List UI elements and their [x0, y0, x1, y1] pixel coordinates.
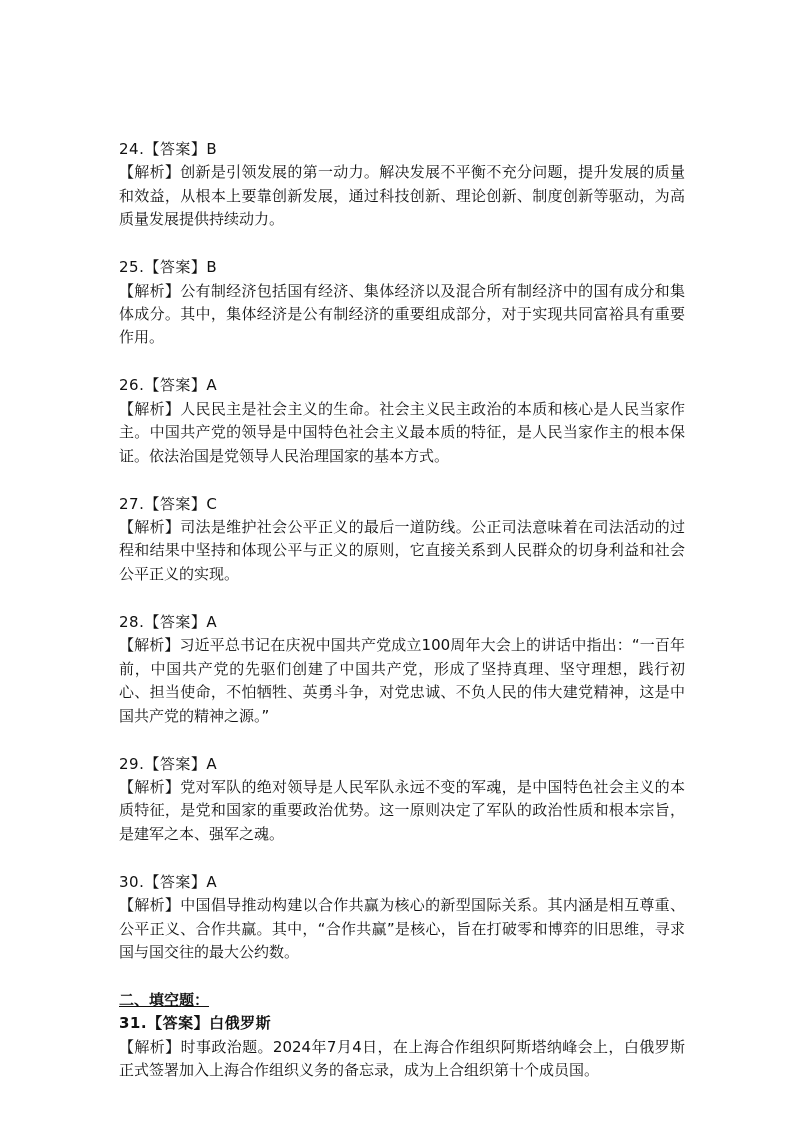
answer-line: 24.【答案】B	[119, 140, 218, 158]
answer-key	[119, 138, 685, 1107]
analysis-text: 【解析】人民民主是社会主义的生命。社会主义民主政治的本质和核心是人民当家作主。中国共产党的领导是中国特色社会主义最本质的特征，是人民当家作主的根本保证。依法治国是党领导人民治理国家的基本方式。	[119, 399, 685, 465]
answer-line: 31.【答案】白俄罗斯	[119, 1014, 272, 1033]
answer-item-29	[119, 753, 685, 847]
analysis-text: 【解析】党对军队的绝对领导是人民军队永远不变的军魂，是中国特色社会主义的本质特征，是党和国家的重要政治优势。这一原则决定了军队的政治性质和根本宗旨，是建军之本、强军之魂。	[119, 777, 685, 843]
analysis-text: 【解析】司法是维护社会公平正义的最后一道防线。公正司法意味着在司法活动的过程和结果中坚持和体现公平与正义的原则，它直接关系到人民群众的切身利益和社会公平正义的实现。	[119, 518, 685, 583]
analysis-text: 【解析】公有制经济包括国有经济、集体经济以及混合所有制经济中的国有成分和集体成分。其中，集体经济是公有制经济的重要组成部分，对于实现共同富裕具有重要作用。	[119, 281, 685, 347]
answer-item-24	[119, 138, 685, 232]
answer-line: 30.【答案】A	[119, 872, 218, 891]
section-heading-fill-in: 二、填空题：	[119, 990, 210, 1009]
analysis-text: 【解析】时事政治题。2024年7月4日，在上海合作组织阿斯塔纳峰会上，白俄罗斯正式签署加入上海合作组织义务的备忘录，成为上合组织第十个成员国。	[119, 1037, 685, 1080]
answer-item-25	[119, 256, 685, 350]
answer-item-27	[119, 493, 685, 587]
answer-item-31	[119, 1012, 685, 1082]
analysis-text: 【解析】创新是引领发展的第一动力。解决发展不平衡不充分问题，提升发展的质量和效益，从根本上要靠创新发展，通过科技创新、理论创新、制度创新等驱动，为高质量发展提供持续动力。	[119, 163, 685, 229]
answer-line: 29.【答案】A	[119, 754, 218, 773]
answer-line: 28.【答案】A	[119, 612, 218, 631]
answer-item-28	[119, 611, 685, 728]
answer-line: 25.【答案】B	[119, 258, 218, 277]
analysis-text: 【解析】中国倡导推动构建以合作共赢为核心的新型国际关系。其内涵是相互尊重、公平正义、合作共赢。其中，“合作共赢”是核心，旨在打破零和博弈的旧思维，寻求国与国交往的最大公约数。	[119, 896, 685, 961]
answer-item-30	[119, 871, 685, 965]
analysis-text: 【解析】习近平总书记在庆祝中国共产党成立100周年大会上的讲话中指出：“一百年前，中国共产党的先驱们创建了中国共产党，形成了坚持真理、坚守理想，践行初心、担当使命，不怕牺牲、英勇斗争，对党忠诚、不负人民的伟大建党精神，这是中国共产党的精神之源。”	[119, 636, 685, 725]
answer-item-26	[119, 374, 685, 468]
answer-line: 27.【答案】C	[119, 494, 218, 513]
answer-line: 26.【答案】A	[119, 376, 218, 395]
